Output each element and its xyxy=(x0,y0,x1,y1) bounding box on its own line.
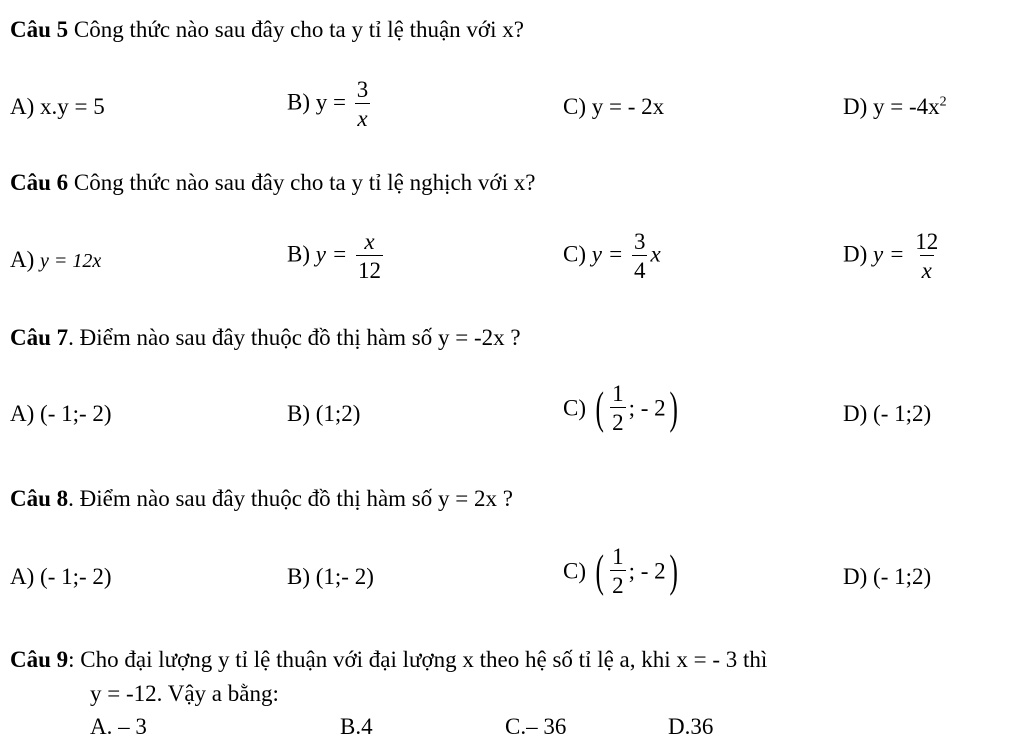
option-8a: A) (- 1;- 2) xyxy=(10,564,112,589)
option-6d: D) y = $\frac{12}{x}$ xyxy=(843,229,939,283)
option-5d: D) $y = -4x^2$ xyxy=(843,94,947,119)
question-number: Câu 9 xyxy=(10,647,69,672)
right-paren: ) xyxy=(669,382,678,433)
option-8b: B) (1;- 2) xyxy=(287,564,374,589)
question-7 xyxy=(10,326,521,349)
fraction: $\frac{x}{12}$ xyxy=(357,229,381,283)
option-8d: D) (- 1;2) xyxy=(843,564,932,589)
question-number: Câu 6 xyxy=(10,170,69,195)
question-text: Công thức nào sau đây cho ta y tỉ lệ thuận với x? xyxy=(68,17,524,42)
question-9-line2: y = -12. Vậy a bằng: xyxy=(90,681,279,706)
option-5a: A) x.y = 5 xyxy=(10,94,105,119)
question-text: . Điểm nào sau đây thuộc đồ thị hàm số y = 2x ? xyxy=(68,486,513,511)
option-6c: C) y = $\frac{3}{4}$ x xyxy=(563,229,661,283)
option-5b: B) y = $\frac{3}{x}$ xyxy=(287,77,369,131)
question-text: . Điểm nào sau đây thuộc đồ thị hàm số y = -2x ? xyxy=(68,325,521,350)
option-9a: A. – 3 xyxy=(90,714,147,739)
option-7d: D) (- 1;2) xyxy=(843,401,932,426)
question-6 xyxy=(10,171,535,194)
question-9 xyxy=(10,648,767,671)
fraction: $\frac{12}{x}$ xyxy=(915,229,939,283)
fraction: $\frac{3}{x}$ xyxy=(356,77,369,131)
option-5c: C) y = - 2x xyxy=(563,94,665,119)
option-9c: C.– 36 xyxy=(505,714,567,739)
option-7a: A) (- 1;- 2) xyxy=(10,401,112,426)
option-7b: B) (1;2) xyxy=(287,401,361,426)
option-6a: A) y = 12x xyxy=(10,247,102,272)
left-paren: ( xyxy=(595,382,604,433)
question-number: Câu 5 xyxy=(10,17,69,42)
fraction: $\frac{1}{2}$ xyxy=(612,544,624,598)
question-5 xyxy=(10,18,524,41)
question-8 xyxy=(10,487,513,510)
fraction: $\frac{3}{4}$ xyxy=(633,229,646,283)
question-text: : Cho đại lượng y tỉ lệ thuận với đại lượng x theo hệ số tỉ lệ a, khi x = - 3 thì xyxy=(68,647,768,672)
question-number: Câu 7 xyxy=(10,325,69,350)
question-text: Công thức nào sau đây cho ta y tỉ lệ nghịch với x? xyxy=(68,170,536,195)
option-8c: C) ( $\frac{1}{2}$ ; - 2) xyxy=(563,544,678,598)
option-9b: B.4 xyxy=(340,714,373,739)
question-number: Câu 8 xyxy=(10,486,69,511)
fraction: $\frac{1}{2}$ xyxy=(612,381,624,435)
option-7c: C) ( $\frac{1}{2}$ ; - 2) xyxy=(563,381,678,435)
left-paren: ( xyxy=(595,545,604,596)
option-9d: D.36 xyxy=(668,714,714,739)
option-6b: B) y = $\frac{x}{12}$ xyxy=(287,229,381,283)
right-paren: ) xyxy=(669,545,678,596)
